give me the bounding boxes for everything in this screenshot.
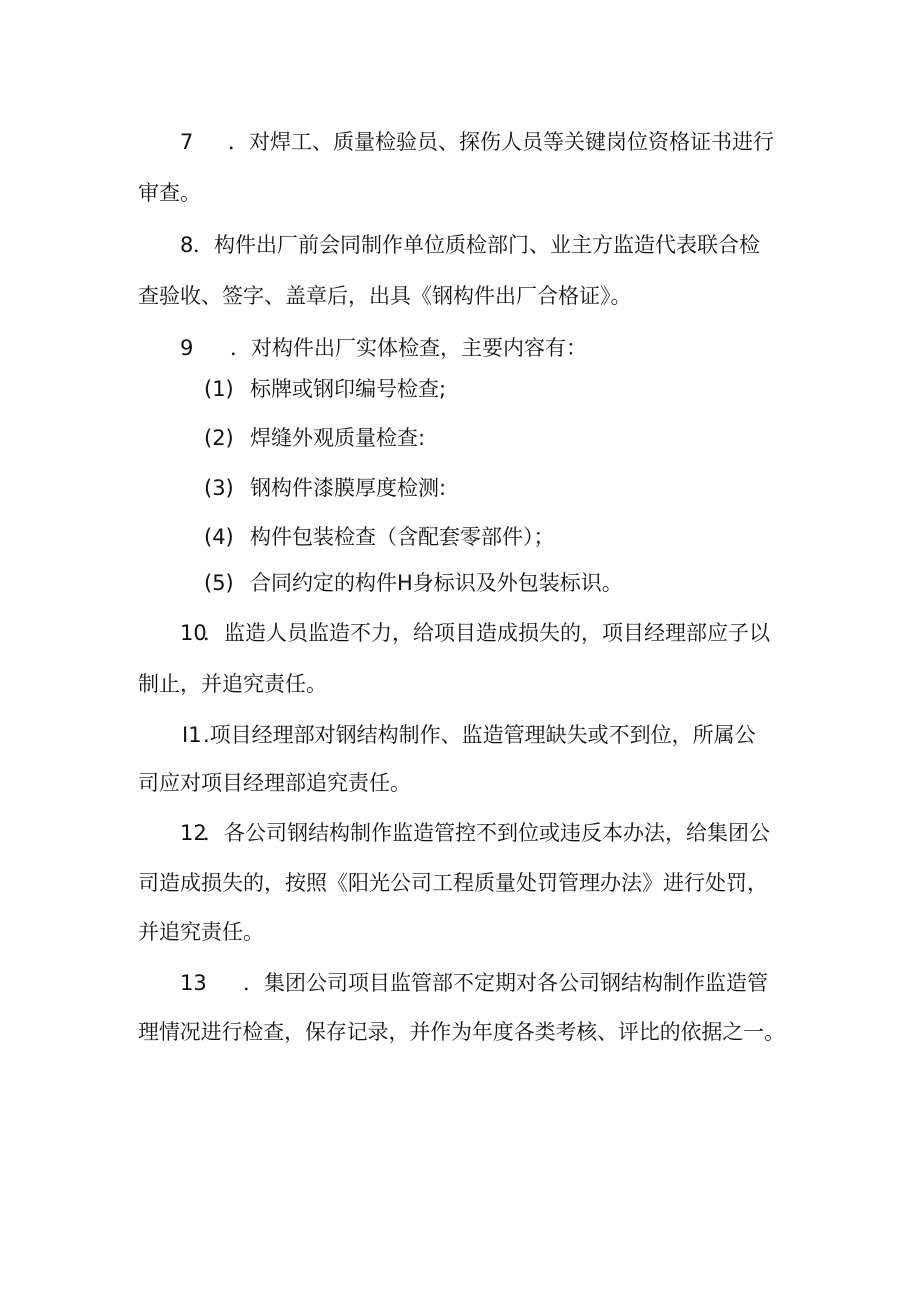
- item-text-continued: 司应对项目经理部追究责任。: [138, 771, 411, 795]
- subitem-text: 标牌或钢印编号检查;: [250, 377, 447, 401]
- subitem-text: 钢构件漆膜厚度检测:: [250, 476, 447, 500]
- item-number: 13: [180, 971, 207, 995]
- subitem-label: (4): [204, 525, 234, 549]
- item-number: 7: [180, 130, 194, 154]
- item-text-continued: 制止，并追究责任。: [138, 672, 327, 696]
- item-number: 8: [180, 233, 194, 257]
- item-text: ．构件出厂前会同制作单位质检部门、业主方监造代表联合检: [193, 233, 760, 257]
- item-text: ．对焊工、质量检验员、探伤人员等关键岗位资格证书进行: [228, 130, 774, 154]
- item-text: ．各公司钢结构制作监造管控不到位或违反本办法，给集团公: [203, 821, 770, 845]
- subitem-label: (5): [204, 571, 234, 595]
- item-number: 10: [180, 621, 207, 645]
- item-text-continued: 司造成损失的，按照《阳光公司工程质量处罚管理办法》进行处罚，: [138, 871, 768, 895]
- subitem-label: (2): [204, 426, 234, 450]
- subitem-text: 合同约定的构件H身标识及外包装标识。: [250, 571, 623, 595]
- item-text: ．集团公司项目监管部不定期对各公司钢结构制作监造管: [243, 971, 768, 995]
- item-text-continued: 查验收、签字、盖章后，出具《钢构件出厂合格证》。: [138, 284, 632, 308]
- item-number: I1: [182, 723, 202, 747]
- subitem-label: (1): [204, 377, 234, 401]
- item-number: 12: [180, 821, 207, 845]
- item-text-continued: 并追究责任。: [138, 920, 264, 944]
- subitem-text: 构件包装检查（含配套零部件）；: [250, 525, 555, 549]
- item-text: .项目经理部对钢结构制作、监造管理缺失或不到位，所属公: [203, 723, 756, 747]
- item-text-continued: 理情况进行检查，保存记录，并作为年度各类考核、评比的依据之一。: [138, 1020, 786, 1044]
- item-text: ．对构件出厂实体检查，主要内容有：: [230, 336, 587, 360]
- item-text: ．监造人员监造不力，给项目造成损失的，项目经理部应子以: [203, 621, 770, 645]
- item-number: 9: [180, 336, 194, 360]
- subitem-text: 焊缝外观质量检查:: [250, 426, 426, 450]
- item-text-continued: 审查。: [138, 181, 201, 205]
- subitem-label: (3): [204, 476, 234, 500]
